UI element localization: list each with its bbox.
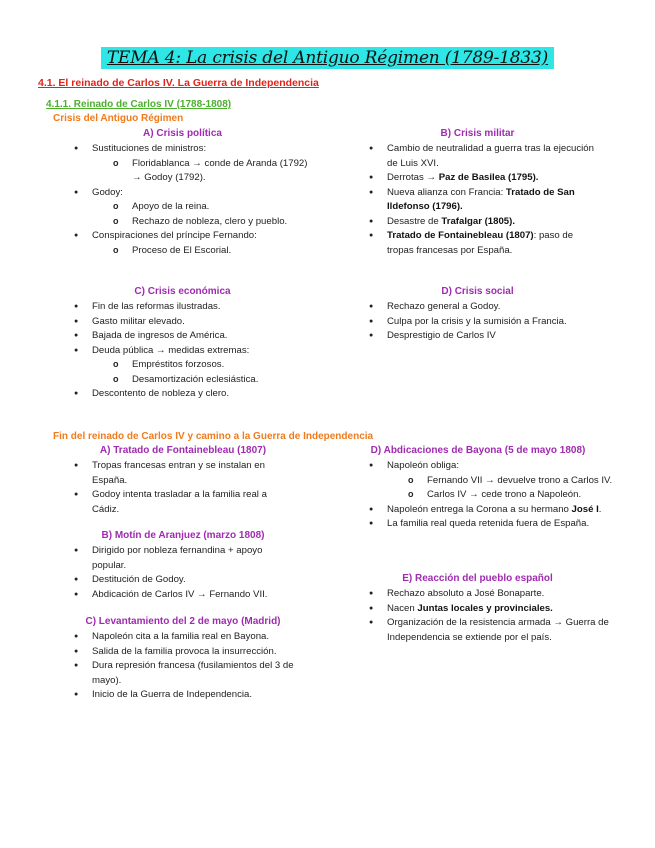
list-item: ● Cambio de neutralidad a guerra tras la ejecución de Luis XVI. — [367, 142, 599, 171]
list-item: o Empréstitos forzosos. — [92, 358, 312, 373]
list-item: ● Nueva alianza con Francia: Tratado de San Ildefonso (1796). — [367, 186, 599, 215]
list-item: ● Culpa por la crisis y la sumisión a Francia. — [367, 315, 617, 330]
crisis-economica-list — [72, 300, 312, 402]
list-item: ● Organización de la resistencia armada → Guerra de Independencia se extiende por el país. — [367, 616, 613, 645]
list-item: o Rechazo de nobleza, clero y pueblo. — [92, 215, 312, 230]
fontainebleau-title: A) Tratado de Fontainebleau (1807) — [99, 445, 267, 456]
crisis-militar-list — [367, 142, 599, 258]
list-item: o Fernando VII → devuelve trono a Carlos IV. — [387, 474, 613, 489]
crisis-politica-title: A) Crisis política — [143, 128, 222, 139]
list-item: o Floridablanca → conde de Aranda (1792) → Godoy (1792). — [92, 157, 312, 186]
reaccion-title: E) Reacción del pueblo español — [402, 573, 553, 584]
list-item: ● Dirigido por nobleza fernandina + apoyo popular. — [72, 544, 292, 573]
crisis-militar-title: B) Crisis militar — [440, 128, 515, 139]
page-title-text: TEMA 4: La crisis del Antiguo Régimen (1789-1833) — [101, 47, 554, 69]
crisis-social-title: D) Crisis social — [441, 286, 514, 297]
list-item: ● Rechazo absoluto a José Bonaparte. — [367, 587, 613, 602]
page-title — [0, 48, 655, 68]
list-item: ● Fin de las reformas ilustradas. — [72, 300, 312, 315]
crisis-economica-title: C) Crisis económica — [134, 286, 231, 297]
list-item: ● Napoleón obliga: o Fernando VII → devuelve trono a Carlos IV. o Carlos IV → cede trono a Napoleón. — [367, 459, 613, 503]
bayona-list — [367, 459, 613, 532]
crisis-heading: Crisis del Antiguo Régimen — [53, 113, 184, 124]
crisis-politica-list — [72, 142, 312, 258]
dos-mayo-list — [72, 630, 317, 703]
aranjuez-title: B) Motín de Aranjuez (marzo 1808) — [101, 530, 265, 541]
reaccion-list — [367, 587, 613, 645]
list-item: o Desamortización eclesiástica. — [92, 373, 312, 388]
list-item: ● Inicio de la Guerra de Independencia. — [72, 688, 317, 703]
list-item: ● Deuda pública → medidas extremas: o Empréstitos forzosos. o Desamortización eclesiástica. — [72, 344, 312, 388]
list-item: ● Destitución de Godoy. — [72, 573, 292, 588]
list-item: ● Nacen Juntas locales y provinciales. — [367, 602, 613, 617]
dos-mayo-title: C) Levantamiento del 2 de mayo (Madrid) — [85, 616, 281, 627]
list-item: ● Napoleón entrega la Corona a su hermano José I. — [367, 503, 613, 518]
list-item: ● Desprestigio de Carlos IV — [367, 329, 617, 344]
list-item: o Carlos IV → cede trono a Napoleón. — [387, 488, 613, 503]
list-item: ● Tropas francesas entran y se instalan en España. — [72, 459, 292, 488]
list-item: ● Gasto militar elevado. — [72, 315, 312, 330]
list-item: ● Abdicación de Carlos IV → Fernando VII. — [72, 588, 292, 603]
list-item: ● Desastre de Trafalgar (1805). — [367, 215, 599, 230]
aranjuez-list — [72, 544, 292, 602]
fontainebleau-list — [72, 459, 292, 517]
list-item: ● Tratado de Fontainebleau (1807): paso de tropas francesas por España. — [367, 229, 599, 258]
list-item: ● Dura represión francesa (fusilamientos del 3 de mayo). — [72, 659, 317, 688]
list-item: ● Descontento de nobleza y clero. — [72, 387, 312, 402]
list-item: o Apoyo de la reina. — [92, 200, 312, 215]
list-item: ● Napoleón cita a la familia real en Bayona. — [72, 630, 317, 645]
list-item: ● Salida de la familia provoca la insurrección. — [72, 645, 317, 660]
list-item: ● Godoy: o Apoyo de la reina. o Rechazo de nobleza, clero y pueblo. — [72, 186, 312, 230]
list-item: ● Bajada de ingresos de América. — [72, 329, 312, 344]
list-item: ● Rechazo general a Godoy. — [367, 300, 617, 315]
list-item: ● Conspiraciones del príncipe Fernando: o Proceso de El Escorial. — [72, 229, 312, 258]
crisis-social-list — [367, 300, 617, 344]
bayona-title: D) Abdicaciones de Bayona (5 de mayo 1808) — [370, 445, 586, 456]
list-item: ● Sustituciones de ministros: o Floridablanca → conde de Aranda (1792) → Godoy (1792). — [72, 142, 312, 186]
list-item: o Proceso de El Escorial. — [92, 244, 312, 259]
fin-reinado-heading: Fin del reinado de Carlos IV y camino a la Guerra de Independencia — [53, 431, 374, 442]
section-heading-4-1-1: 4.1.1. Reinado de Carlos IV (1788-1808) — [46, 99, 232, 110]
list-item: ● Derrotas → Paz de Basilea (1795). — [367, 171, 599, 186]
list-item: ● La familia real queda retenida fuera de España. — [367, 517, 613, 532]
section-heading-4-1: 4.1. El reinado de Carlos IV. La Guerra de Independencia — [38, 77, 319, 89]
list-item: ● Godoy intenta trasladar a la familia real a Cádiz. — [72, 488, 292, 517]
